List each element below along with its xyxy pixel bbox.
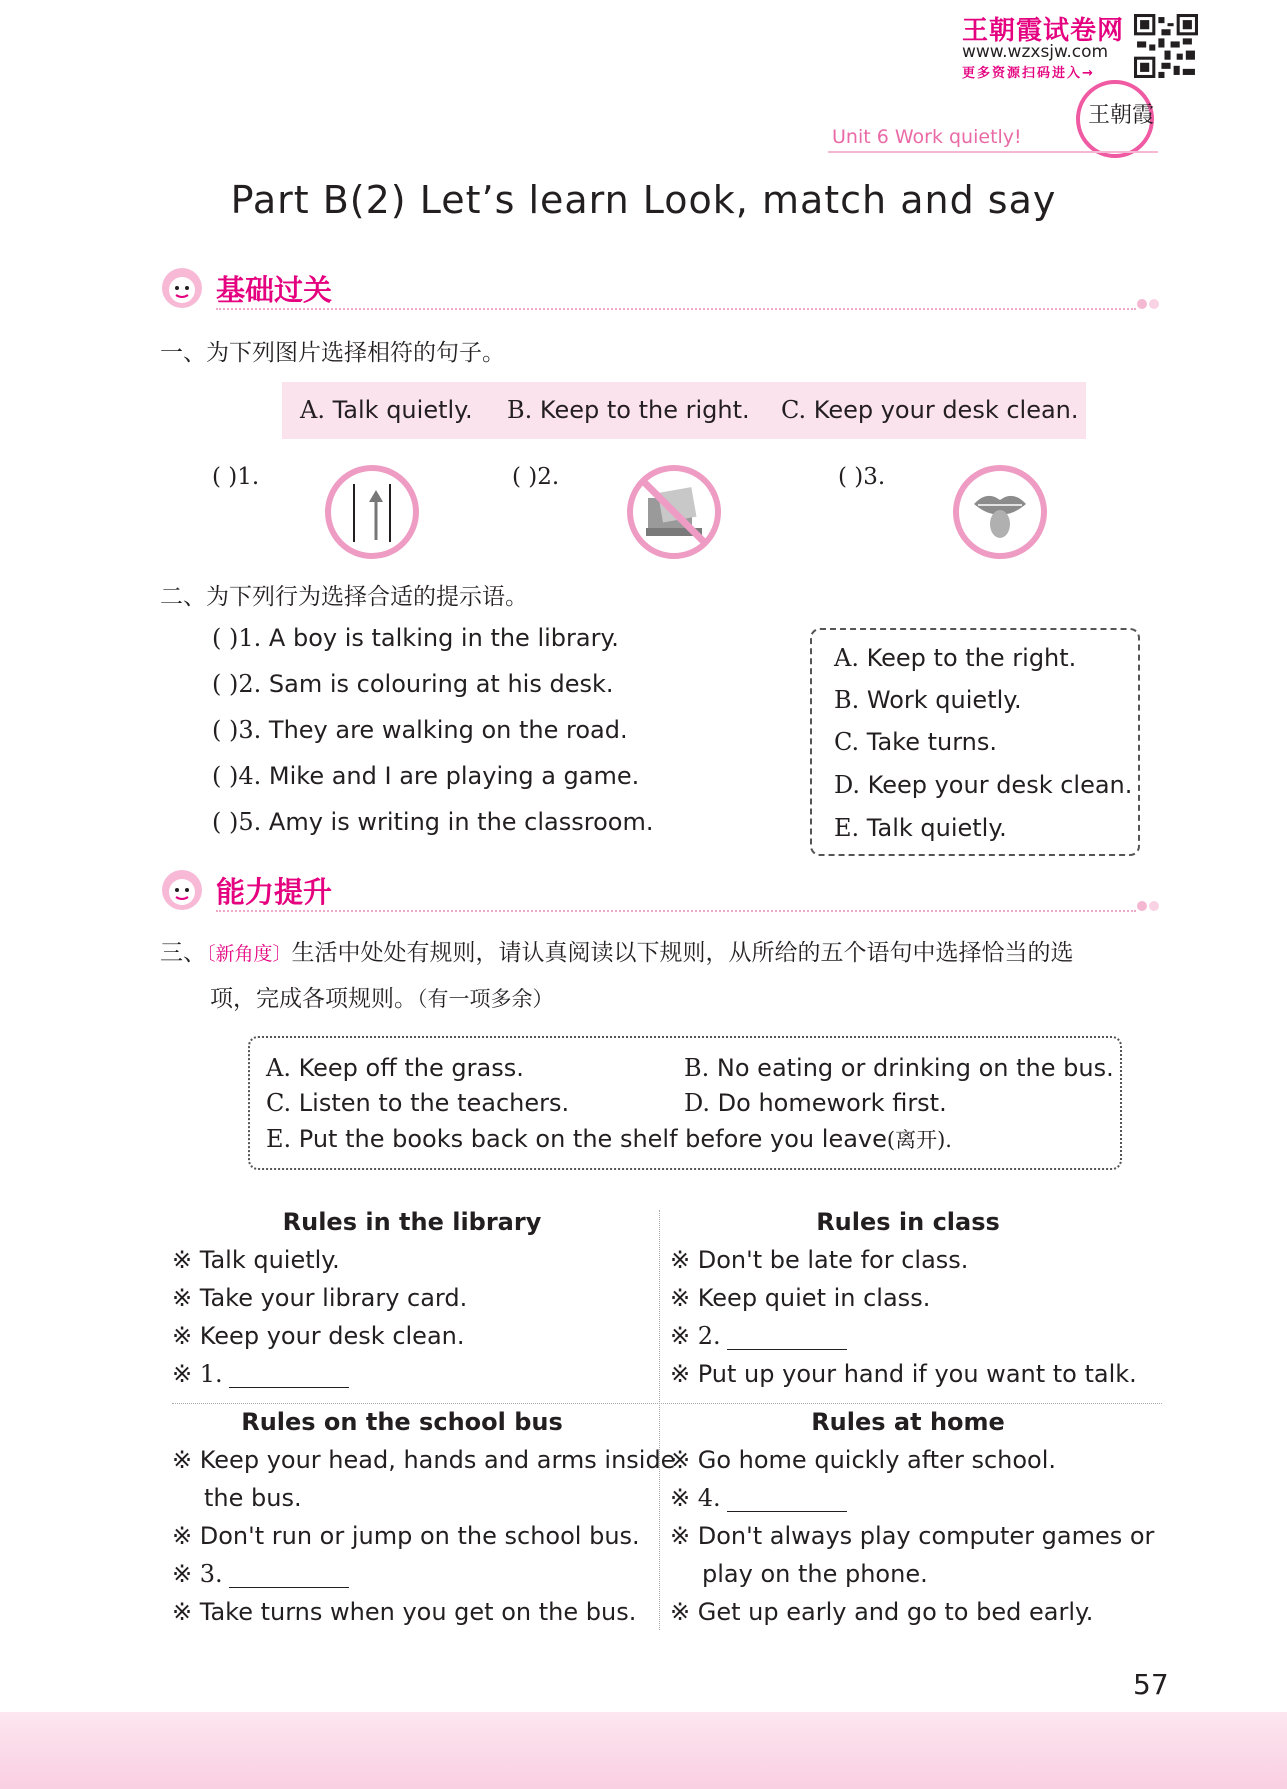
q3-option-c: C. Listen to the teachers. bbox=[266, 1089, 570, 1117]
answer-blank[interactable] bbox=[727, 1327, 847, 1350]
rules-class-line-1: ※ Don't be late for class. bbox=[670, 1246, 969, 1274]
qr-code-icon[interactable] bbox=[1134, 14, 1198, 78]
rules-home-line-3: ※ Get up early and go to bed early. bbox=[670, 1598, 1094, 1626]
brand-note: 更多资源扫码进入→ bbox=[962, 66, 1095, 81]
answer-blank[interactable] bbox=[727, 1489, 847, 1512]
mascot-icon bbox=[160, 868, 206, 912]
rules-library-line-1: ※ Talk quietly. bbox=[172, 1246, 340, 1274]
q2-item-3[interactable]: ( )3. They are walking on the road. bbox=[212, 716, 628, 744]
q1-answer-slot-3[interactable]: ( )3. bbox=[838, 464, 886, 490]
rules-vertical-divider bbox=[659, 1210, 660, 1630]
q2-option-b: B. Work quietly. bbox=[834, 686, 1022, 714]
q3-option-a: A. Keep off the grass. bbox=[266, 1054, 524, 1082]
rules-bus-line-2: ※ Don't run or jump on the school bus. bbox=[172, 1522, 640, 1550]
page-title: Part B(2) Let’s learn Look, match and say bbox=[230, 178, 1057, 222]
q2-option-a: A. Keep to the right. bbox=[834, 644, 1077, 672]
dots-ornament-icon bbox=[1136, 898, 1162, 914]
keep-right-sign-icon bbox=[324, 464, 420, 560]
q2-option-e: E. Talk quietly. bbox=[834, 814, 1007, 842]
unit-label: Unit 6 Work quietly! bbox=[832, 126, 1022, 148]
rules-home-line-1: ※ Go home quickly after school. bbox=[670, 1446, 1057, 1474]
q3-option-e: E. Put the books back on the shelf before you leave(离开). bbox=[266, 1125, 952, 1153]
rules-bus-line-3: ※ Take turns when you get on the bus. bbox=[172, 1598, 637, 1626]
q3-option-b: B. No eating or drinking on the bus. bbox=[684, 1054, 1114, 1082]
rules-class-blank-2[interactable]: ※ 2. bbox=[670, 1322, 847, 1350]
q1-option-b: B. Keep to the right. bbox=[507, 396, 750, 424]
q2-option-d: D. Keep your desk clean. bbox=[834, 771, 1133, 799]
brand-url[interactable]: www.wzxsjw.com bbox=[962, 42, 1109, 62]
section-title-basic: 基础过关 bbox=[216, 273, 333, 307]
rules-library-blank-1[interactable]: ※ 1. bbox=[172, 1360, 349, 1388]
rules-bus-line-1-cont: the bus. bbox=[204, 1484, 302, 1512]
quiet-lips-sign-icon bbox=[952, 464, 1048, 560]
question-3-line-1: 三、〔新角度〕生活中处处有规则，请认真阅读以下规则，从所给的五个语句中选择恰当的选 bbox=[160, 940, 1074, 966]
q1-option-a: A. Talk quietly. bbox=[300, 396, 473, 424]
footer-band bbox=[0, 1712, 1287, 1789]
no-messy-desk-sign-icon bbox=[626, 464, 722, 560]
rules-bus-blank-3[interactable]: ※ 3. bbox=[172, 1560, 349, 1588]
rules-home-line-2: ※ Don't always play computer games or bbox=[670, 1522, 1155, 1550]
rules-class-line-3: ※ Put up your hand if you want to talk. bbox=[670, 1360, 1137, 1388]
rules-library-heading: Rules in the library bbox=[282, 1208, 542, 1236]
brand-seal-text: 王朝霞 bbox=[1088, 103, 1155, 128]
q1-answer-slot-1[interactable]: ( )1. bbox=[212, 464, 260, 490]
rules-home-heading: Rules at home bbox=[811, 1408, 1005, 1436]
section-title-advanced: 能力提升 bbox=[216, 875, 333, 909]
new-angle-tag: 〔新角度〕 bbox=[206, 943, 292, 965]
rules-bus-heading: Rules on the school bus bbox=[241, 1408, 563, 1436]
page-number: 57 bbox=[1133, 1668, 1169, 1701]
answer-blank[interactable] bbox=[229, 1565, 349, 1588]
q2-item-5[interactable]: ( )5. Amy is writing in the classroom. bbox=[212, 808, 654, 836]
question-1-title: 一、为下列图片选择相符的句子。 bbox=[160, 340, 505, 366]
mascot-icon bbox=[160, 266, 206, 310]
q1-answer-slot-2[interactable]: ( )2. bbox=[512, 464, 560, 490]
rules-bus-line-1: ※ Keep your head, hands and arms inside bbox=[172, 1446, 676, 1474]
rules-home-line-2-cont: play on the phone. bbox=[702, 1560, 928, 1588]
question-2-title: 二、为下列行为选择合适的提示语。 bbox=[160, 584, 528, 610]
brand-title: 王朝霞试卷网 bbox=[962, 16, 1125, 46]
q1-option-c: C. Keep your desk clean. bbox=[781, 396, 1079, 424]
unit-underline bbox=[828, 151, 1158, 153]
rules-horizontal-divider bbox=[172, 1403, 1162, 1404]
question-3-line-2: 项，完成各项规则。（有一项多余） bbox=[210, 986, 554, 1012]
rules-class-line-2: ※ Keep quiet in class. bbox=[670, 1284, 931, 1312]
section-divider bbox=[216, 308, 1136, 310]
q3-option-d: D. Do homework first. bbox=[684, 1089, 947, 1117]
q2-item-2[interactable]: ( )2. Sam is colouring at his desk. bbox=[212, 670, 614, 698]
answer-blank[interactable] bbox=[229, 1365, 349, 1388]
q2-option-c: C. Take turns. bbox=[834, 728, 998, 756]
section-divider bbox=[216, 910, 1136, 912]
rules-library-line-2: ※ Take your library card. bbox=[172, 1284, 468, 1312]
q2-item-1[interactable]: ( )1. A boy is talking in the library. bbox=[212, 624, 619, 652]
dots-ornament-icon bbox=[1136, 296, 1162, 312]
rules-class-heading: Rules in class bbox=[816, 1208, 1000, 1236]
rules-home-blank-4[interactable]: ※ 4. bbox=[670, 1484, 847, 1512]
rules-library-line-3: ※ Keep your desk clean. bbox=[172, 1322, 465, 1350]
q2-item-4[interactable]: ( )4. Mike and I are playing a game. bbox=[212, 762, 640, 790]
